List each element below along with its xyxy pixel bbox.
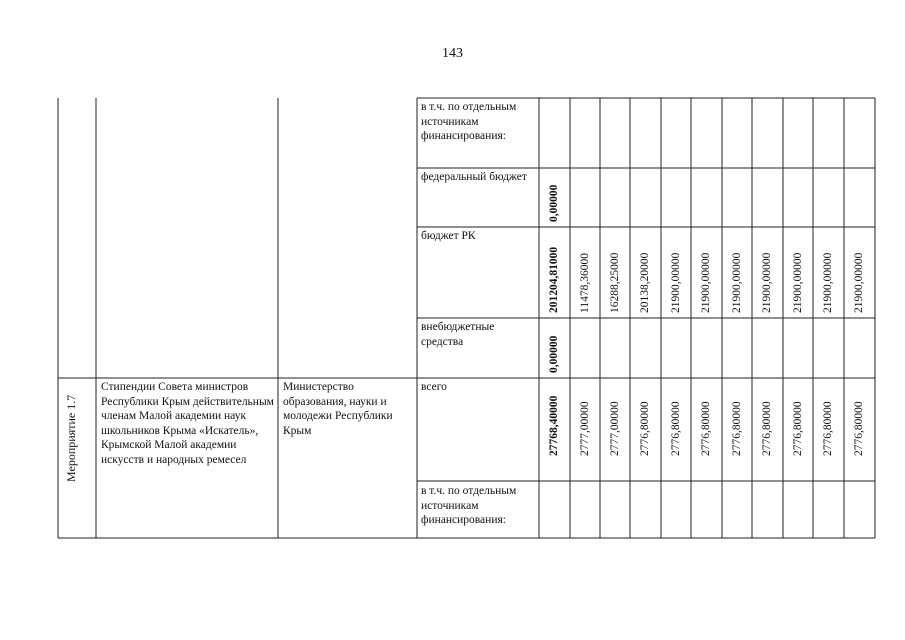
- row-label-extrabudgetary: внебюджетные средства: [421, 321, 495, 348]
- measure-year-5: 2776,80000: [700, 401, 712, 456]
- measure-year-8: 2776,80000: [792, 401, 804, 456]
- measure-id: Мероприятие 1.7: [64, 394, 78, 482]
- total-budget-rk: 201204,81000: [548, 246, 560, 313]
- page-number: 143: [442, 46, 463, 61]
- budget-rk-year-8: 21900,00000: [792, 252, 804, 313]
- budget-rk-year-10: 21900,00000: [853, 252, 865, 313]
- row-label-total: всего: [421, 381, 447, 393]
- measure-name: Стипендии Совета министров Республики Крым действительным членам Малой академии наук школьников Крыма «Искатель», Крымской Малой академии искусств и народных ремесел: [101, 381, 274, 466]
- row-label-federal-budget: федеральный бюджет: [421, 171, 527, 183]
- budget-rk-year-1: 11478,36000: [579, 253, 591, 313]
- measure-year-6: 2776,80000: [731, 401, 743, 456]
- budget-rk-year-5: 21900,00000: [700, 252, 712, 313]
- row-label-sources-header: в т.ч. по отдельным источникам финансирования:: [421, 101, 517, 142]
- measure-year-2: 2777,00000: [609, 401, 621, 456]
- measure-total: 27768,40000: [548, 395, 560, 456]
- budget-rk-year-7: 21900,00000: [761, 252, 773, 313]
- measure-year-1: 2777,00000: [579, 401, 591, 456]
- row-label-sources-header-2: в т.ч. по отдельным источникам финансирования:: [421, 485, 517, 526]
- budget-rk-year-4: 21900,00000: [670, 252, 682, 313]
- measure-year-9: 2776,80000: [822, 401, 834, 456]
- budget-rk-year-2: 16288,25000: [609, 252, 621, 313]
- measure-year-3: 2776,80000: [639, 401, 651, 456]
- budget-rk-year-6: 21900,00000: [731, 252, 743, 313]
- measure-year-10: 2776,80000: [853, 401, 865, 456]
- measure-year-4: 2776,80000: [670, 401, 682, 456]
- row-label-budget-rk: бюджет РК: [421, 230, 476, 242]
- total-extrabudgetary: 0,00000: [548, 335, 560, 373]
- measure-executor: Министерство образования, науки и молодежи Республики Крым: [283, 381, 393, 437]
- budget-rk-year-3: 20138,20000: [639, 252, 651, 313]
- measure-year-7: 2776,80000: [761, 401, 773, 456]
- total-federal-budget: 0,00000: [548, 184, 560, 222]
- budget-rk-year-9: 21900,00000: [822, 252, 834, 313]
